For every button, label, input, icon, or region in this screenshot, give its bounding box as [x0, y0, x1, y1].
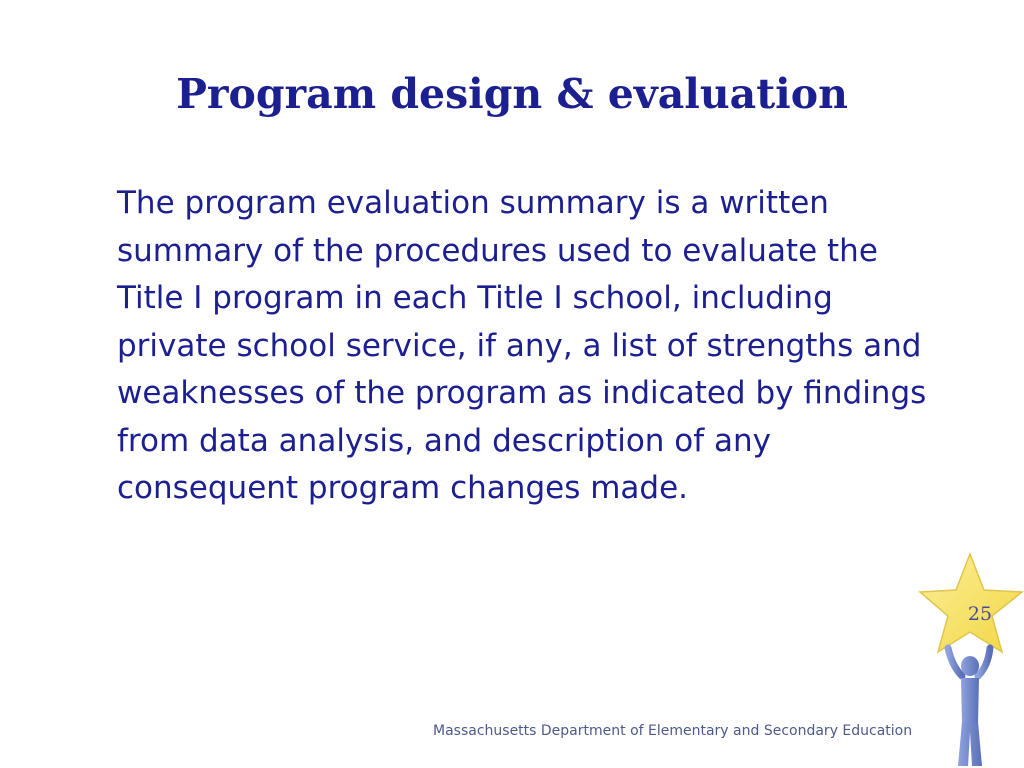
figure-legs — [958, 722, 982, 766]
footer-text: Massachusetts Department of Elementary and Secondary Education — [433, 723, 913, 739]
figure-body — [961, 678, 979, 724]
figure-right-arm — [978, 648, 990, 676]
figure-head — [961, 656, 979, 676]
slide-body-text: The program evaluation summary is a written summary of the procedures used to evaluate the Title I program in each Title I school, including private school service, if any, a list of strengths and weaknesses of the program as indicated by findings from data analysis, and description of any consequent program changes made. — [117, 185, 927, 506]
slide-number: 25 — [967, 603, 993, 625]
slide-title: Program design & evaluation — [176, 70, 848, 118]
figure-left-arm — [948, 648, 962, 676]
